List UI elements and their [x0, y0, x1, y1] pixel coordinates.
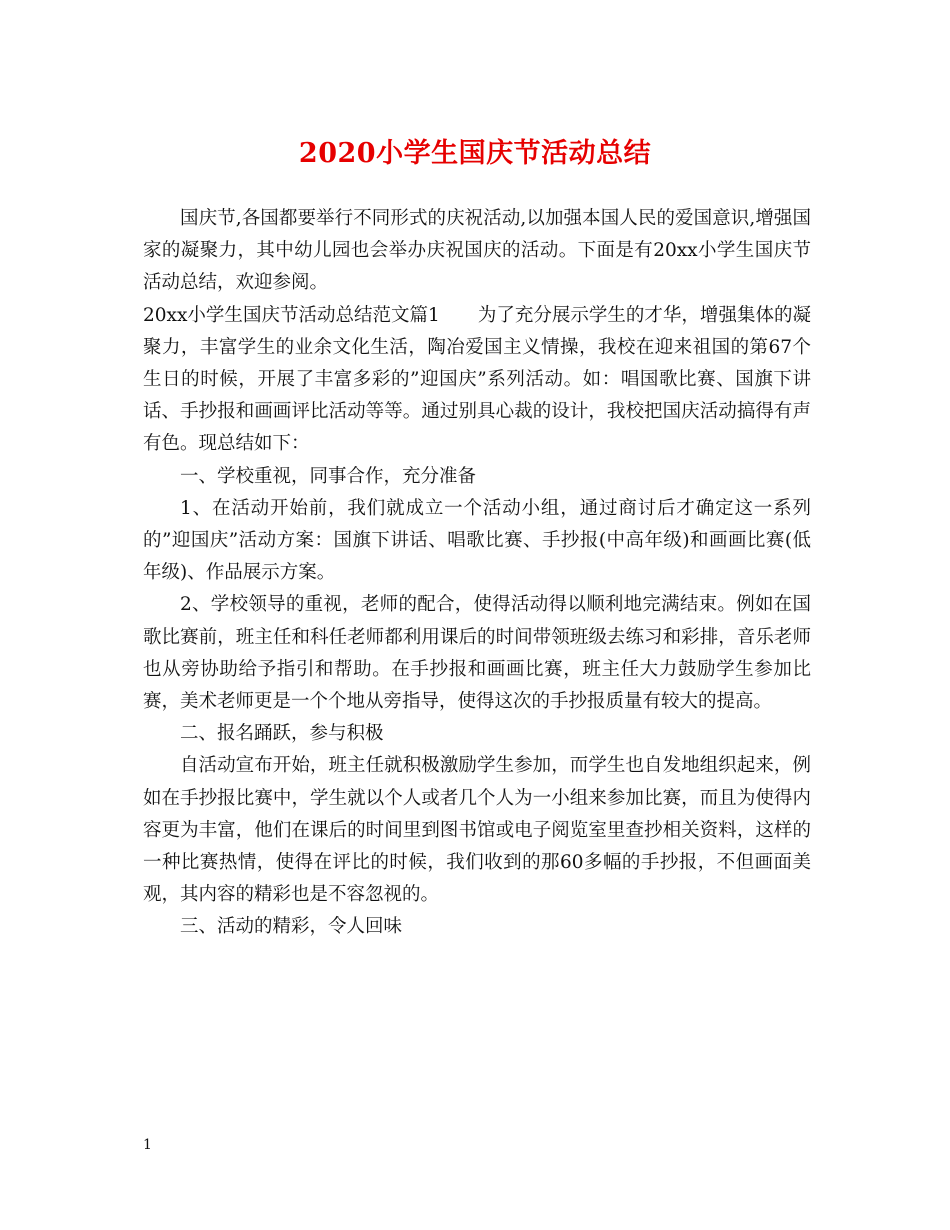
- sample-paragraph: [143, 300, 811, 461]
- section3-heading: 三、活动的精彩，令人回味: [180, 916, 403, 938]
- section1-item2: 2、学校领导的重视，老师的配合，使得活动得以顺利地完满结束。例如在国歌比赛前，班主任和科任老师都利用课后的时间带领班级去练习和彩排，音乐老师也从旁协助给予指引和帮助。在手抄报和画画比赛，班主任大力鼓励学生参加比赛，美术老师更是一个个地从旁指导，使得这次的手抄报质量有较大的提高。: [143, 594, 811, 713]
- section1-item1: 1、在活动开始前，我们就成立一个活动小组，通过商讨后才确定这一系列的”迎国庆”活动方案：国旗下讲话、唱歌比赛、手抄报(中高年级)和画画比赛(低年级)、作品展示方案。: [143, 497, 811, 584]
- section2-body: 自活动宣布开始，班主任就积极激励学生参加，而学生也自发地组织起来，例如在手抄报比赛中，学生就以个人或者几个人为一小组来参加比赛，而且为使得内容更为丰富，他们在课后的时间里到图书馆或电子阅览室里查抄相关资料，这样的一种比赛热情，使得在评比的时候，我们收到的那60多幅的手抄报，不但画面美观，其内容的精彩也是不容忽视的。: [143, 755, 811, 906]
- document-title: 2020小学生国庆节活动总结: [298, 138, 652, 169]
- document-body: [143, 203, 811, 944]
- section1-heading: 一、学校重视，同事合作，充分准备: [180, 465, 477, 487]
- section2-heading: 二、报名踊跃，参与积极: [180, 723, 384, 745]
- sample-heading: 20xx小学生国庆节活动总结范文篇1: [143, 304, 440, 326]
- intro-paragraph: 国庆节,各国都要举行不同形式的庆祝活动,以加强本国人民的爱国意识,增强国家的凝聚力，其中幼儿园也会举办庆祝国庆的活动。下面是有20xx小学生国庆节活动总结，欢迎参阅。: [143, 208, 811, 294]
- page-number: 1: [143, 1137, 152, 1153]
- sample-intro: 为了充分展示学生的才华，增强集体的凝聚力，丰富学生的业余文化生活，陶冶爱国主义情操，我校在迎来祖国的第67个生日的时候，开展了丰富多彩的”迎国庆”系列活动。如：唱国歌比赛、国旗下讲话、手抄报和画画评比活动等等。通过别具心裁的设计，我校把国庆活动搞得有声有色。现总结如下：: [143, 304, 811, 455]
